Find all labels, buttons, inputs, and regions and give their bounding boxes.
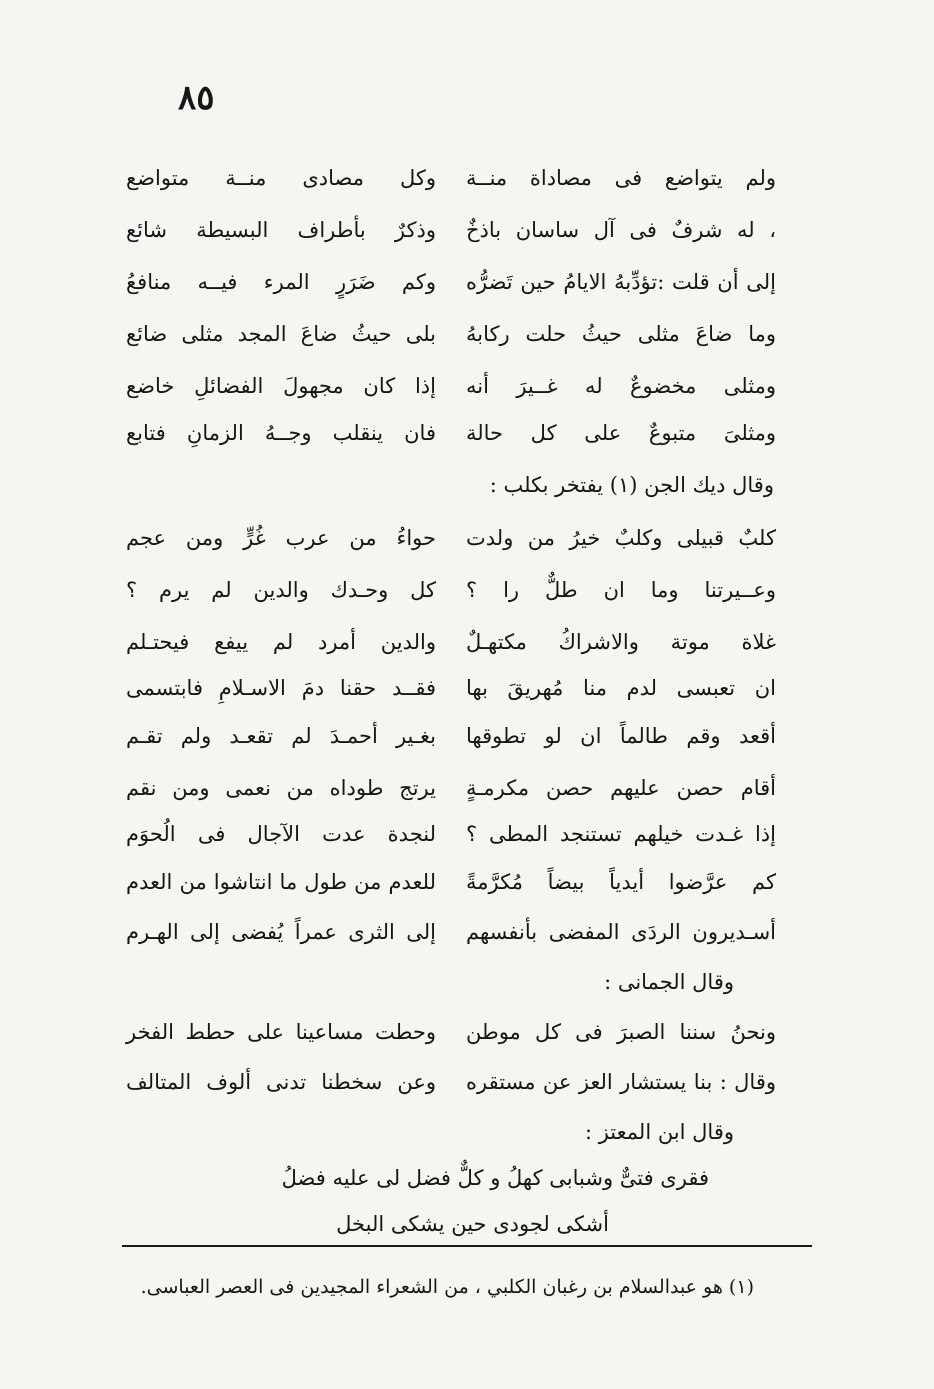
verse-first-hemistich: ان تعبسى لدم منا مُهريقَ بها xyxy=(466,676,776,700)
verse-line xyxy=(126,413,776,453)
verse-second-hemistich: فان ينقلب وجــهُ الزمانِ فتابع xyxy=(126,421,436,445)
verse-first-hemistich: أقام حصن عليهم حصن مكرمـةٍ xyxy=(466,776,776,800)
verse-line: فقرى فتىٌّ وشبابى كهلُ و كلٌّ فضل لى عليه فضلُ xyxy=(281,1166,709,1190)
verse-first-hemistich: كم عرَّضوا أيدياً بيضاً مُكرَّمةً xyxy=(466,870,776,894)
verse-first-hemistich: غلاة موتة والاشراكُ مكتهـلٌ xyxy=(466,630,776,654)
verse-second-hemistich: وعن سخطنا تدنى ألوف المتالف xyxy=(126,1070,436,1094)
verse-second-hemistich: يرتج طوداه من نعمى ومن نقم xyxy=(126,776,436,800)
verse-line xyxy=(126,814,776,854)
verse-line xyxy=(126,314,776,354)
verse-second-hemistich: وكل مصادى منــة متواضع xyxy=(126,166,436,190)
verse-second-hemistich: وذكرٌ بأطراف البسيطة شائع xyxy=(126,218,436,242)
verse-first-hemistich: إذا غـدت خيلهم تستنجد المطى ؟ xyxy=(466,822,776,846)
verse-first-hemistich: ولم يتواضع فى مصاداة منــة xyxy=(466,166,776,190)
verse-line xyxy=(126,1062,776,1102)
verse-second-hemistich: بلى حيثُ ضاعَ المجد مثلى ضائع xyxy=(126,322,436,346)
verse-second-hemistich: بغـير أحمـدَ لم تقعـد ولم تقـم xyxy=(126,724,436,748)
verse-second-hemistich: للعدم من طول ما انتاشوا من العدم xyxy=(126,870,436,894)
verse-line xyxy=(126,768,776,808)
page-number: ٨٥ xyxy=(178,78,215,118)
verse-second-hemistich: وكم ضَرَرٍ المرء فيــه منافعُ xyxy=(126,270,436,294)
verse-second-hemistich: لنجدة عدت الآجال فى الُحوَم xyxy=(126,822,436,846)
verse-first-hemistich: ومثلى مخضوعٌ له غــيرَ أنه xyxy=(466,374,776,398)
verse-line xyxy=(126,570,776,610)
section-intro: وقال ديك الجن (١) يفتخر بكلب : xyxy=(489,473,774,497)
verse-first-hemistich: ومثلىَ متبوعٌ على كل حالة xyxy=(466,421,776,445)
verse-line xyxy=(126,716,776,756)
section-intro: وقال ابن المعتز : xyxy=(584,1120,734,1144)
verse-line xyxy=(126,862,776,902)
verse-second-hemistich: حواءُ من عرب غُرٍّ ومن عجم xyxy=(126,526,436,550)
verse-second-hemistich: فقــد حقنا دمَ الاسـلامِ فابتسمى xyxy=(126,676,436,700)
verse-first-hemistich: أقعد وقم طالماً ان لو تطوقها xyxy=(466,724,776,748)
verse-second-hemistich: كل وحـدك والدين لم يرم ؟ xyxy=(126,578,436,602)
verse-line: أشكى لجودى حين يشكى البخل xyxy=(336,1212,609,1236)
verse-first-hemistich: كلبٌ قبيلى وكلبٌ خيرُ من ولدت xyxy=(466,526,776,550)
verse-line xyxy=(126,1012,776,1052)
verse-line xyxy=(126,622,776,662)
verse-second-hemistich: إذا كان مجهولَ الفضائلِ خاضع xyxy=(126,374,436,398)
section-intro: وقال الجمانى : xyxy=(604,970,734,994)
verse-first-hemistich: وقال : بنا يستشار العز عن مستقره xyxy=(466,1070,776,1094)
verse-second-hemistich: إلى الثرى عمراً يُفضى إلى الهـرم xyxy=(126,920,436,944)
verse-first-hemistich: ، له شرفٌ فى آل ساسان باذخٌ xyxy=(466,218,776,242)
verse-first-hemistich: ونحنُ سننا الصبرَ فى كل موطن xyxy=(466,1020,776,1044)
verse-first-hemistich: أسـديرون الردَى المفضى بأنفسهم xyxy=(466,920,776,944)
verse-line xyxy=(126,366,776,406)
verse-first-hemistich: وما ضاعَ مثلى حيثُ حلت ركابهُ xyxy=(466,322,776,346)
verse-second-hemistich: وحطت مساعينا على حطط الفخر xyxy=(126,1020,436,1044)
verse-line xyxy=(126,210,776,250)
verse-line xyxy=(126,518,776,558)
verse-first-hemistich: إلى أن قلت :تؤدِّبهُ الايامُ حين تَضرُّه xyxy=(466,270,776,294)
verse-second-hemistich: والدين أمرد لم ييفع فيحتـلم xyxy=(126,630,436,654)
footnote: (١) هو عبدالسلام بن رغبان الكلبي ، من الشعراء المجيدين فى العصر العباسى. xyxy=(140,1276,754,1298)
verse-line xyxy=(126,668,776,708)
verse-first-hemistich: وعــيرتنا وما ان طلٌّ را ؟ xyxy=(466,578,776,602)
verse-line xyxy=(126,262,776,302)
footnote-divider xyxy=(122,1245,812,1247)
verse-line xyxy=(126,158,776,198)
verse-line xyxy=(126,912,776,952)
